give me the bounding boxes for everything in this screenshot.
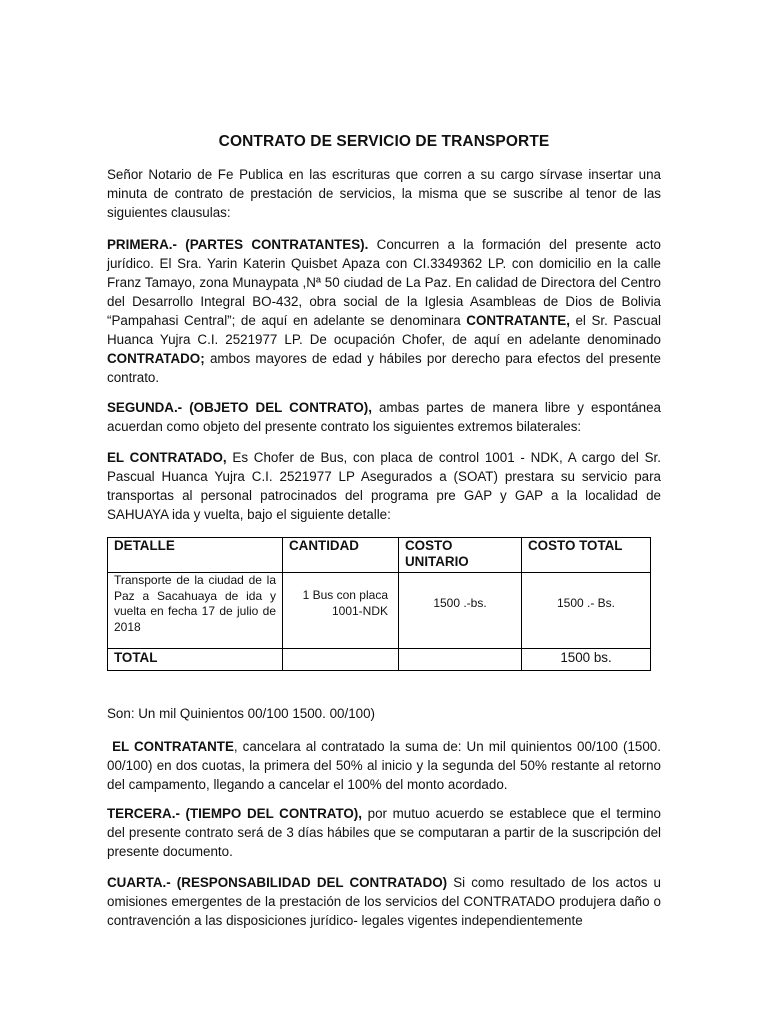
- clause-segunda-heading: SEGUNDA.- (OBJETO DEL CONTRATO),: [107, 400, 372, 415]
- clause-segunda: [107, 398, 661, 436]
- header-costo-total: COSTO TOTAL: [522, 538, 651, 573]
- cell-detalle: Transporte de la ciudad de la Paz a Sacahuaya de ida y vuelta en fecha 17 de julio de 2018: [108, 573, 283, 649]
- total-empty-cell-1: [283, 649, 399, 671]
- clause-tercera-text: por mutuo acuerdo se establece que el termino del presente contrato será de 3 días hábiles que se computaran a partir de la suscripción del presente documento.: [107, 806, 661, 859]
- detail-table: [107, 537, 651, 671]
- contratado-paragraph: [107, 448, 661, 524]
- cell-cantidad: [283, 573, 399, 649]
- header-detalle: DETALLE: [108, 538, 283, 573]
- clause-cuarta-text: Si como resultado de los actos u omisiones emergentes de la prestación de los servicios del CONTRATADO produjera daño o contravención a las disposiciones jurídico- legales vigentes independientemente: [107, 875, 661, 928]
- table-header-row: [108, 538, 651, 573]
- header-cantidad: CANTIDAD: [283, 538, 399, 573]
- cell-costo-total: 1500 .- Bs.: [522, 573, 651, 649]
- clause-segunda-text: ambas partes de manera libre y espontánea acuerdan como objeto del presente contrato los siguientes extremos bilaterales:: [107, 400, 661, 434]
- cell-cantidad-text: 1 Bus con placa 1001-NDK: [302, 588, 388, 618]
- intro-paragraph: Señor Notario de Fe Publica en las escrituras que corren a su cargo sírvase insertar una minuta de contrato de prestación de servicios, la misma que se suscribe al tenor de las siguientes clausulas:: [107, 167, 661, 220]
- contratante-term: CONTRATANTE,: [466, 313, 570, 328]
- contratado-text: Es Chofer de Bus, con placa de control 1001 - NDK, A cargo del Sr. Pascual Huanca Yujra C.I. 2521977 LP Asegurados a (SOAT) prestara su servicio para transportas al personal patrocinados del programa pre GAP y GAP a la localidad de SAHUAYA ida y vuelta, bajo el siguiente detalle:: [107, 450, 661, 522]
- clause-tercera-heading: TERCERA.- (TIEMPO DEL CONTRATO),: [107, 806, 362, 821]
- clause-tercera: [107, 804, 661, 861]
- cell-costo-unitario: 1500 .-bs.: [399, 573, 522, 649]
- son-line: Son: Un mil Quinientos 00/100 1500. 00/100): [107, 706, 375, 721]
- total-value: 1500 bs.: [522, 649, 651, 671]
- header-costo-unitario: COSTO UNITARIO: [399, 538, 522, 573]
- clause-primera-heading: PRIMERA.- (PARTES CONTRATANTES).: [107, 237, 369, 252]
- clause-cuarta-heading: CUARTA.- (RESPONSABILIDAD DEL CONTRATADO): [107, 875, 448, 890]
- document-title: CONTRATO DE SERVICIO DE TRANSPORTE: [218, 133, 550, 150]
- clause-primera-text-2: el Sr. Pascual Huanca Yujra C.I. 2521977 LP. De ocupación Chofer, de aquí en adelante denominado: [107, 313, 661, 347]
- clause-primera-text-3: ambos mayores de edad y hábiles por derecho para efectos del presente contrato.: [107, 351, 661, 385]
- contratante-text: , cancelara al contratado la suma de: Un mil quinientos 00/100 (1500. 00/100) en dos cuotas, la primera del 50% al inicio y la segunda del 50% restante al retorno del campamento, llegando a cancelar el 100% del monto acordado.: [107, 739, 661, 792]
- contratado-heading: EL CONTRATADO,: [107, 450, 227, 465]
- total-empty-cell-2: [399, 649, 522, 671]
- table-row: [108, 573, 651, 649]
- contratante-heading: EL CONTRATANTE: [112, 739, 234, 754]
- clause-primera: [107, 235, 661, 387]
- table-total-row: [108, 649, 651, 671]
- clause-cuarta: [107, 873, 661, 930]
- contratado-term: CONTRATADO;: [107, 351, 205, 366]
- total-label: TOTAL: [108, 649, 283, 671]
- clause-primera-text-1: Concurren a la formación del presente acto jurídico. El Sra. Yarin Katerin Quisbet Apaza con CI.3349362 LP. con domicilio en la calle Franz Tamayo, zona Munaypata ,Nª 50 ciudad de La Paz. En calidad de Directora del Centro del Desarrollo Integral BO-432, obra social de la Iglesia Asambleas de Dios de Bolivia “Pampahasi Central”; de aquí en adelante se denominara: [107, 237, 661, 328]
- contratante-paragraph: [107, 737, 661, 794]
